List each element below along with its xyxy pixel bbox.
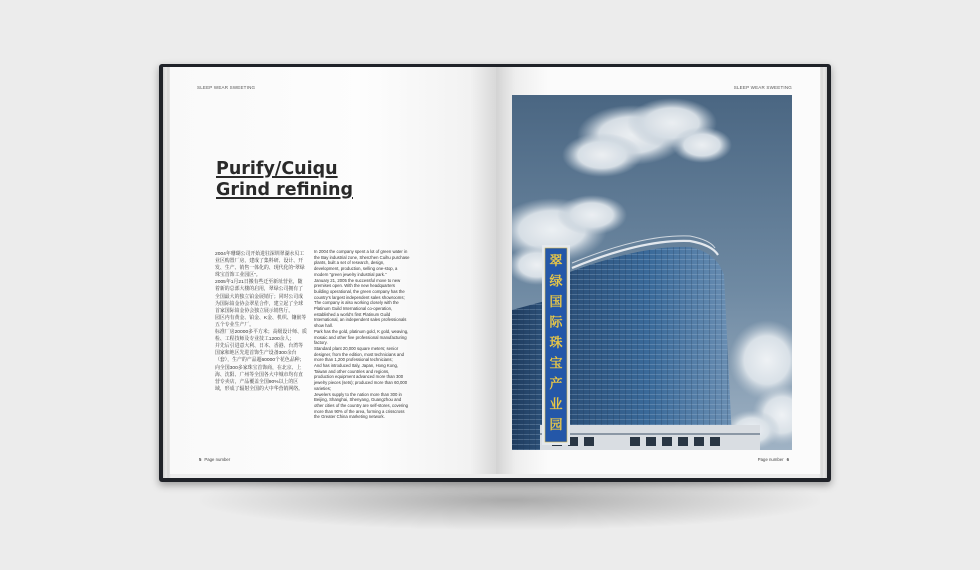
left-page-footer <box>196 457 230 462</box>
en-paragraph: Park has the gold, platinum gold, K gold, weaving, mosaic and other five professional manufacturing factory. <box>314 328 409 346</box>
building-photo <box>512 95 792 450</box>
title-line-2: Grind refining <box>216 180 353 200</box>
cn-paragraph: 2004年珊瑚公司开始进驻深圳翠湖水贝工业区购置厂房，建成了集料研、设计、开发、生产、销售一体化的、现代化的“翠绿珠宝首饰工业园区”。 <box>215 252 305 279</box>
sign-character: 国 <box>549 295 563 310</box>
right-page-number: 6 <box>786 457 789 462</box>
en-paragraph: January 21, 2005 the successful move to new premises open. With the new headquarters building operational, the green company has the country’s largest independent sales showrooms; The company is also working closely with the Platinum Guild International co-operation, established a world’s first Platinum Guild International, an independent sales professionals show hall. <box>314 277 407 329</box>
left-page-number-label: Page number <box>204 457 231 462</box>
sign-character: 宝 <box>549 356 563 372</box>
en-paragraph: In 2004 the company spent a lot of green water in the Bay industrial zone, Shenzhen Cuihu purchase plants, built a set of research, design, development, production, selling one-stop, a modern “green jewelry industrial park.” <box>314 249 410 277</box>
chinese-text-column <box>215 251 307 393</box>
cn-paragraph: 2005年1月21日搬有些迁至新址营业，随着新的总部大楼的启用，翠绿公司拥有了全国最大的独立铂金展销厅；同时公司成为国际铂金协会翠星合作，建立起了全球首家国际铂金协会独立展示销售厅。 <box>215 280 304 314</box>
cn-paragraph: 向全国300多家珠宝首饰商，在北京、上海、沈阳、广州等全国各大中城市均有直营专卖店，产品覆盖全国90%以上的区域，形成了辐射全国的大中华营销网络。 <box>215 365 304 392</box>
right-running-head: SLEEP WEAR SWEETING <box>733 85 792 90</box>
right-page-footer <box>758 457 792 462</box>
title-line-1: Purify/Cuiqu <box>216 159 338 179</box>
en-paragraph: And has introduced Italy, Japan, Hong Kong, Taiwan and other countries and regions, production equipment advanced more than 300 jewelry pieces (sets); produced more than 60,000 varieties; <box>314 363 408 391</box>
sign-character: 翠 <box>549 254 563 269</box>
sign-character: 绿 <box>549 274 563 290</box>
page-title <box>216 159 353 201</box>
sign-character: 珠 <box>549 336 563 351</box>
right-page-number-label: Page number <box>757 457 784 462</box>
left-running-head: SLEEP WEAR SWEETING <box>197 85 256 90</box>
right-page <box>496 67 820 474</box>
en-paragraph: Standard plant 20,000 square meters; senior designer, from the edition, most technicians and more than 1,200 professional technicians; <box>314 345 405 363</box>
english-text-column <box>314 249 410 420</box>
left-page-number: 5 <box>199 457 202 462</box>
cn-paragraph: 并先后引进意大利、日本、香港、台湾等国家和地区先进首饰生产设备300余台（套），生产的产品超60000个花色品种； <box>215 344 305 364</box>
sign-character: 园 <box>549 418 563 433</box>
cn-paragraph: 园区内有黄金、铂金、K金、机织、镶嵌等五个专业生产厂。 <box>215 315 307 328</box>
sign-text <box>549 254 563 433</box>
sign-character: 产 <box>549 377 563 392</box>
sign-character: 业 <box>549 397 563 413</box>
cn-paragraph: 标准厂房20000多平方米；高级设计师、质检、工程技师及专业技工1200余人； <box>215 330 307 343</box>
en-paragraph: Jewelers supply to the nation more than 300 in Beijing, Shanghai, Shenyang, Guangzhou and other cities of the country are self-stores, covering more than 90% of the area, forming a crisscross the Greater China marketing network. <box>314 391 409 420</box>
left-page <box>170 67 496 474</box>
sign-character: 际 <box>549 315 563 331</box>
